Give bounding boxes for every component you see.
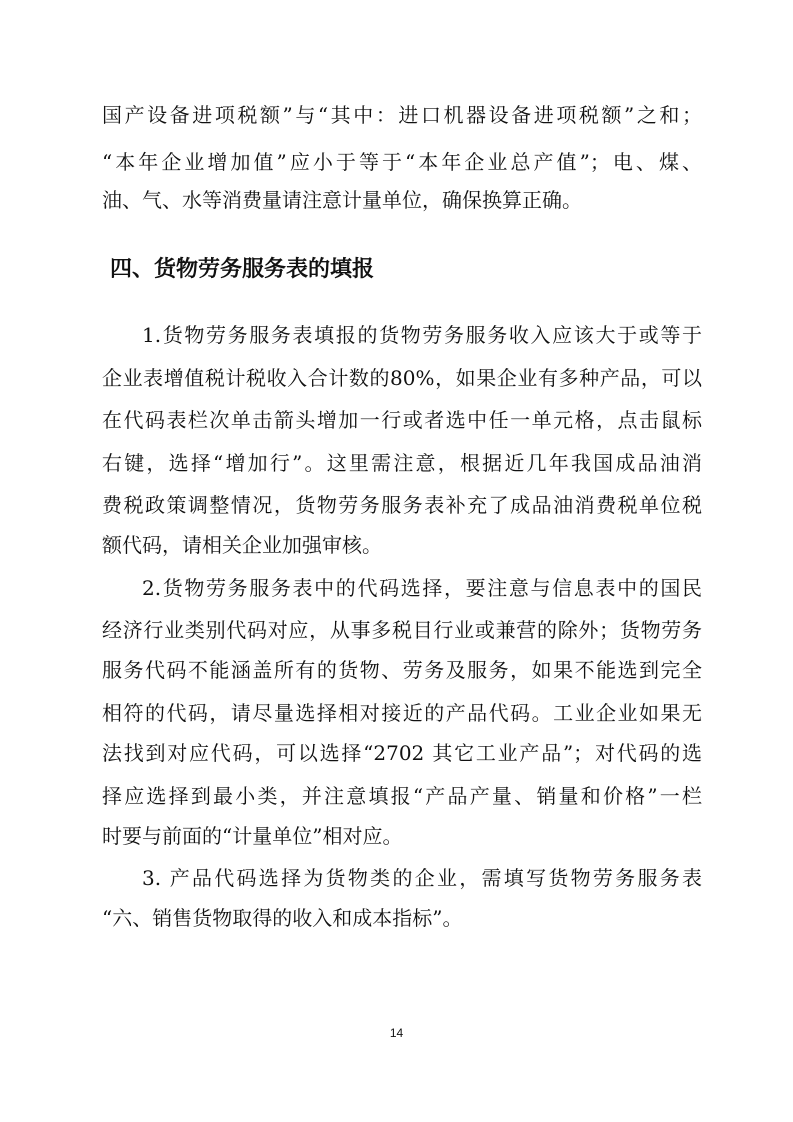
paragraph-2-line: 时要与前面的“计量单位”相对应。 — [102, 824, 403, 848]
intro-line: “本年企业增加值”应小于等于“本年企业总产值”；电、煤、 — [102, 150, 702, 174]
intro-line: 油、气、水等消费量请注意计量单位，确保换算正确。 — [102, 188, 582, 212]
page-number: 14 — [389, 1026, 404, 1040]
paragraph-1-line: 费税政策调整情况，货物劳务服务表补充了成品油消费税单位税 — [102, 493, 702, 517]
paragraph-2-line: 择应选择到最小类，并注意填报“产品产量、销量和价格”一栏 — [102, 784, 702, 808]
paragraph-2-line: 服务代码不能涵盖所有的货物、劳务及服务，如果不能选到完全 — [102, 658, 702, 682]
paragraph-2-line: 法找到对应代码，可以选择“2702 其它工业产品”；对代码的选 — [102, 741, 702, 765]
paragraph-1-line: 右键，选择“增加行”。这里需注意，根据近几年我国成品油消 — [102, 451, 702, 475]
section-heading: 四、货物劳务服务表的填报 — [110, 257, 375, 282]
paragraph-1-line: 企业表增值税计税收入合计数的80%，如果企业有多种产品，可以 — [102, 366, 702, 390]
paragraph-1-line: 1.货物劳务服务表填报的货物劳务服务收入应该大于或等于 — [142, 323, 702, 347]
paragraph-2-line: 经济行业类别代码对应，从事多税目行业或兼营的除外；货物劳务 — [102, 618, 702, 642]
paragraph-3-line: “六、销售货物取得的收入和成本指标”。 — [102, 906, 463, 930]
paragraph-2-line: 2.货物劳务服务表中的代码选择，要注意与信息表中的国民 — [142, 576, 702, 600]
paragraph-3-line: 3. 产品代码选择为货物类的企业，需填写货物劳务服务表 — [142, 866, 702, 890]
paragraph-1-line: 在代码表栏次单击箭头增加一行或者选中任一单元格，点击鼠标 — [102, 408, 702, 432]
paragraph-1-line: 额代码，请相关企业加强审核。 — [102, 533, 382, 557]
intro-line: 国产设备进项税额”与“其中：进口机器设备进项税额”之和； — [102, 103, 702, 127]
paragraph-2-line: 相符的代码，请尽量选择相对接近的产品代码。工业企业如果无 — [102, 701, 702, 725]
